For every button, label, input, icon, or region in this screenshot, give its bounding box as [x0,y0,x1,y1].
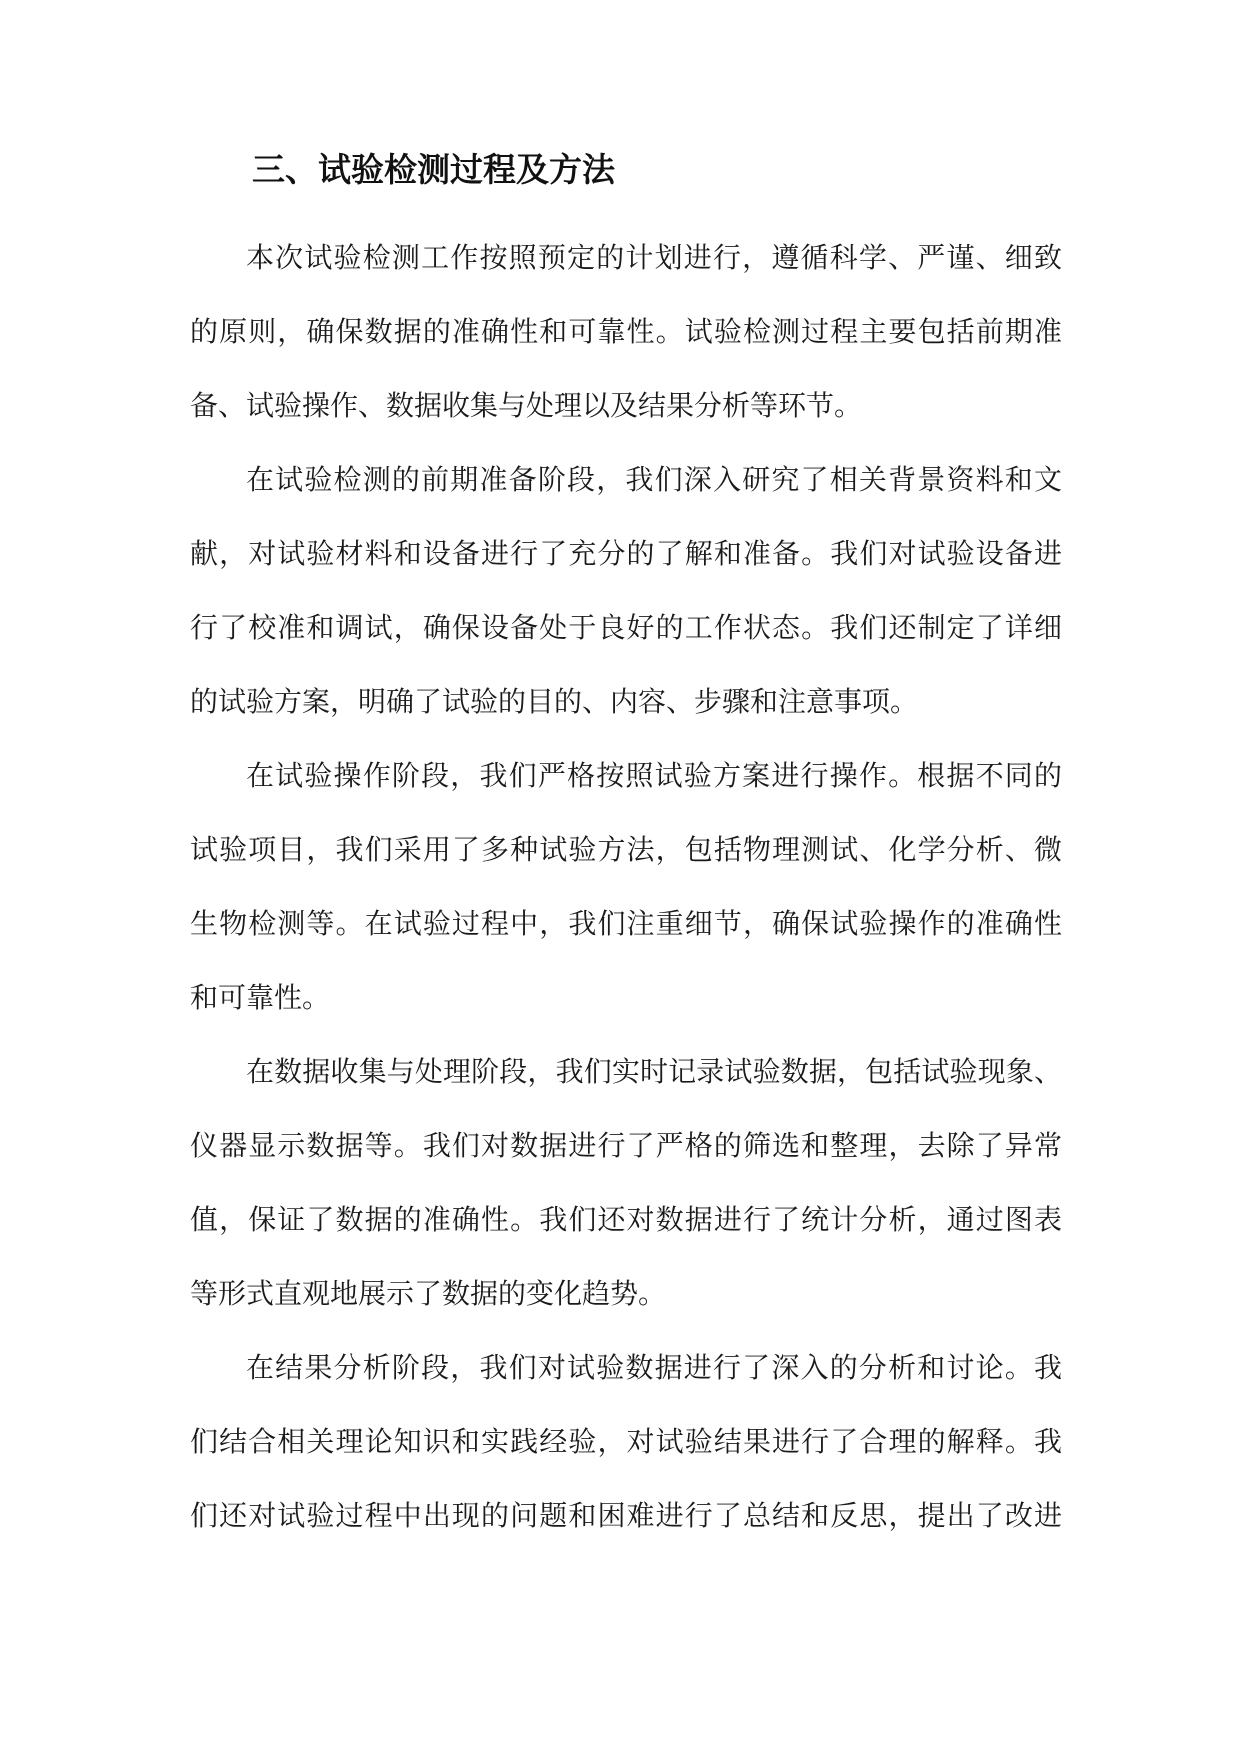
paragraph-line: 在试验检测的前期准备阶段，我们深入研究了相关背景资料和文 [246,463,1062,496]
paragraph-line: 值，保证了数据的准确性。我们还对数据进行了统计分析，通过图表 [190,1203,1062,1236]
paragraph-line: 生物检测等。在试验过程中，我们注重细节，确保试验操作的准确性 [190,907,1062,940]
paragraph-line: 的原则，确保数据的准确性和可靠性。试验检测过程主要包括前期准 [190,315,1062,348]
section-heading: 三、试验检测过程及方法 [252,150,615,189]
paragraph-line: 在结果分析阶段，我们对试验数据进行了深入的分析和讨论。我 [246,1351,1062,1384]
paragraph-line: 等形式直观地展示了数据的变化趋势。 [190,1277,667,1310]
paragraph-line: 仪器显示数据等。我们对数据进行了严格的筛选和整理，去除了异常 [190,1129,1062,1162]
paragraph-line: 备、试验操作、数据收集与处理以及结果分析等环节。 [190,389,863,422]
paragraph-line: 在数据收集与处理阶段，我们实时记录试验数据，包括试验现象、 [246,1055,1062,1088]
paragraph-line: 在试验操作阶段，我们严格按照试验方案进行操作。根据不同的 [246,759,1062,792]
paragraph-line: 本次试验检测工作按照预定的计划进行，遵循科学、严谨、细致 [246,241,1062,274]
paragraph-line: 们结合相关理论知识和实践经验，对试验结果进行了合理的解释。我 [190,1425,1062,1458]
paragraph-line: 行了校准和调试，确保设备处于良好的工作状态。我们还制定了详细 [190,611,1062,644]
paragraph-line: 试验项目，我们采用了多种试验方法，包括物理测试、化学分析、微 [190,833,1062,866]
paragraph-line: 献，对试验材料和设备进行了充分的了解和准备。我们对试验设备进 [190,537,1062,570]
paragraph-line: 的试验方案，明确了试验的目的、内容、步骤和注意事项。 [190,685,919,718]
paragraph-line: 和可靠性。 [190,981,331,1014]
paragraph-line: 们还对试验过程中出现的问题和困难进行了总结和反思，提出了改进 [190,1499,1062,1532]
